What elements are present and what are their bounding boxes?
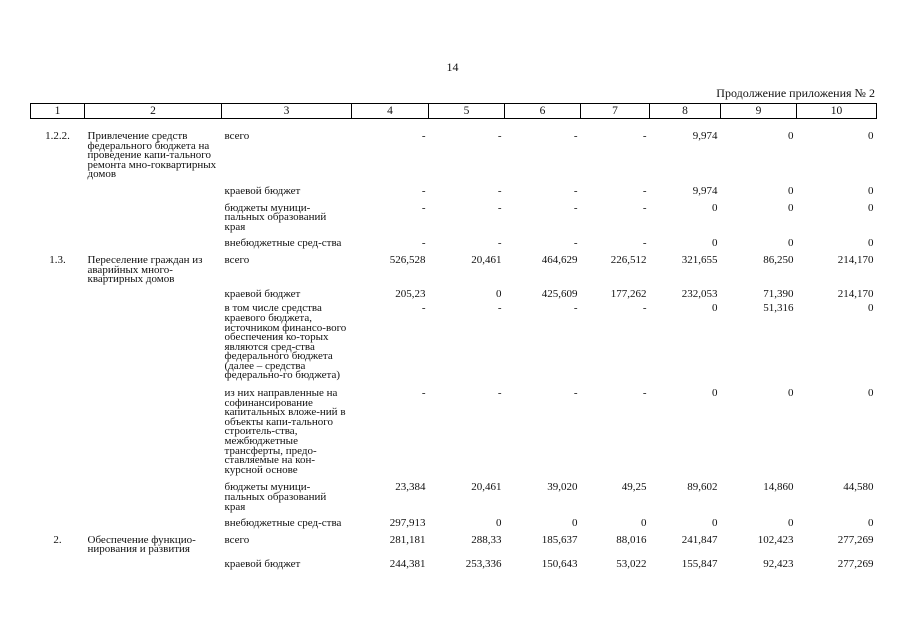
header-cell: 7 xyxy=(581,104,650,119)
table-row xyxy=(31,180,877,197)
row-value-cell: 0 xyxy=(712,201,718,214)
row-value-cell: 0 xyxy=(788,201,794,214)
row-value-cell: - xyxy=(642,387,647,400)
row-name-cell xyxy=(85,475,222,512)
row-value-cell: 20,461 xyxy=(471,481,502,494)
row-value-cell: - xyxy=(497,237,502,250)
row-value-cell: - xyxy=(421,387,426,400)
row-value-cell: - xyxy=(573,387,578,400)
table-row xyxy=(31,381,877,475)
row-value-cell: 205,23 xyxy=(395,287,426,300)
row-name-cell xyxy=(85,512,222,529)
row-code-cell xyxy=(31,285,85,300)
row-code-cell xyxy=(31,197,85,233)
header-row xyxy=(31,104,877,119)
row-name-cell xyxy=(85,299,222,381)
continuation-label: Продолжение приложения № 2 xyxy=(716,86,875,100)
row-value-cell: 0 xyxy=(496,287,502,300)
row-value-cell: 49,25 xyxy=(621,481,647,494)
row-value-cell: - xyxy=(642,130,647,142)
row-value-cell: 44,580 xyxy=(843,481,874,494)
row-value-cell: 53,022 xyxy=(616,557,647,570)
row-value-cell: 244,381 xyxy=(389,557,426,570)
row-value-cell: - xyxy=(642,201,647,214)
header-cell: 4 xyxy=(352,104,429,119)
row-value-cell: 0 xyxy=(868,130,874,142)
row-value-cell: 214,170 xyxy=(837,287,874,300)
row-value-cell: 277,269 xyxy=(837,533,874,546)
row-source-cell: краевой бюджет xyxy=(224,557,301,570)
row-source-cell: краевой бюджет xyxy=(224,287,301,300)
row-value-cell: 89,602 xyxy=(687,481,718,494)
row-value-cell: 177,262 xyxy=(610,287,647,300)
row-name-cell: Обеспечение функцио-нирования и развития xyxy=(87,533,196,556)
row-value-cell: 71,390 xyxy=(763,287,794,300)
row-value-cell: 214,170 xyxy=(837,253,874,266)
table-row xyxy=(31,529,877,555)
row-code-cell xyxy=(31,475,85,512)
row-code-cell xyxy=(31,512,85,529)
row-source-cell: всего xyxy=(224,130,250,142)
row-source-cell: бюджеты муници-пальных образований края xyxy=(224,481,327,513)
row-value-cell: - xyxy=(573,184,578,197)
row-value-cell: - xyxy=(642,184,647,197)
row-value-cell: 297,913 xyxy=(389,517,426,530)
table-row xyxy=(31,197,877,233)
row-value-cell: 288,33 xyxy=(471,533,502,546)
row-value-cell: - xyxy=(497,184,502,197)
row-value-cell: 253,336 xyxy=(465,557,502,570)
row-value-cell: 155,847 xyxy=(681,557,718,570)
row-value-cell: 0 xyxy=(788,517,794,530)
row-value-cell: 88,016 xyxy=(616,533,647,546)
row-value-cell: 92,423 xyxy=(763,557,794,570)
header-cell: 10 xyxy=(797,104,877,119)
row-source-cell: бюджеты муници-пальных образований края xyxy=(224,201,327,233)
row-value-cell: 39,020 xyxy=(547,481,578,494)
table-row xyxy=(31,285,877,300)
header-cell: 9 xyxy=(721,104,797,119)
row-value-cell: 150,643 xyxy=(541,557,578,570)
row-value-cell: - xyxy=(497,302,502,315)
row-value-cell: - xyxy=(421,184,426,197)
table-row xyxy=(31,475,877,512)
row-source-cell: всего xyxy=(224,533,250,546)
row-value-cell: 0 xyxy=(868,387,874,400)
row-value-cell: 0 xyxy=(788,387,794,400)
row-value-cell: 0 xyxy=(712,302,718,315)
header-cell: 8 xyxy=(650,104,721,119)
row-value-cell: 102,423 xyxy=(757,533,794,546)
row-value-cell: 0 xyxy=(868,517,874,530)
row-value-cell: 9,974 xyxy=(692,130,718,142)
header-cell: 5 xyxy=(429,104,505,119)
row-name-cell xyxy=(85,285,222,300)
table-row xyxy=(31,512,877,529)
row-value-cell: - xyxy=(642,237,647,250)
row-value-cell: 23,384 xyxy=(395,481,426,494)
row-source-cell: внебюджетные сред-ства xyxy=(224,237,342,250)
row-name-cell xyxy=(85,555,222,570)
row-source-cell: краевой бюджет xyxy=(224,184,301,197)
row-name-cell xyxy=(85,197,222,233)
header-cell: 6 xyxy=(505,104,581,119)
header-cell: 3 xyxy=(222,104,352,119)
row-value-cell: 321,655 xyxy=(681,253,718,266)
row-value-cell: - xyxy=(642,302,647,315)
row-source-cell: внебюджетные сред-ства xyxy=(224,517,342,530)
table-row xyxy=(31,119,877,180)
row-code-cell: 1.3. xyxy=(49,253,66,266)
row-value-cell: 281,181 xyxy=(389,533,426,546)
row-value-cell: 20,461 xyxy=(471,253,502,266)
header-cell: 1 xyxy=(31,104,85,119)
row-name-cell: Привлечение средств федерального бюджета на проведение капи-тального ремонта мно-гоквартирных домов xyxy=(87,130,217,181)
row-code-cell xyxy=(31,299,85,381)
row-value-cell: 14,860 xyxy=(763,481,794,494)
row-code-cell xyxy=(31,232,85,249)
row-value-cell: 277,269 xyxy=(837,557,874,570)
row-value-cell: 526,528 xyxy=(389,253,426,266)
row-value-cell: 0 xyxy=(868,237,874,250)
row-value-cell: - xyxy=(573,130,578,142)
row-value-cell: 0 xyxy=(572,517,578,530)
row-value-cell: 0 xyxy=(868,302,874,315)
row-value-cell: - xyxy=(497,387,502,400)
row-value-cell: 185,637 xyxy=(541,533,578,546)
row-code-cell xyxy=(31,555,85,570)
row-value-cell: 0 xyxy=(496,517,502,530)
row-value-cell: - xyxy=(421,130,426,142)
page-number: 14 xyxy=(446,60,459,74)
row-value-cell: - xyxy=(421,302,426,315)
table-row xyxy=(31,249,877,285)
table-row xyxy=(31,555,877,570)
row-value-cell: 0 xyxy=(712,387,718,400)
row-value-cell: 241,847 xyxy=(681,533,718,546)
row-name-cell xyxy=(85,381,222,475)
row-value-cell: 0 xyxy=(788,237,794,250)
row-code-cell xyxy=(31,381,85,475)
row-value-cell: - xyxy=(497,201,502,214)
program-table xyxy=(30,103,877,570)
row-code-cell: 1.2.2. xyxy=(45,130,70,142)
row-name-cell: Переселение граждан из аварийных много-квартирных домов xyxy=(87,253,203,286)
row-source-cell: всего xyxy=(224,253,250,266)
table-row xyxy=(31,299,877,381)
row-value-cell: 0 xyxy=(788,130,794,142)
header-cell: 2 xyxy=(85,104,222,119)
row-value-cell: 0 xyxy=(641,517,647,530)
row-value-cell: - xyxy=(573,201,578,214)
row-value-cell: 425,609 xyxy=(541,287,578,300)
row-name-cell xyxy=(85,180,222,197)
row-value-cell: 226,512 xyxy=(610,253,647,266)
row-value-cell: - xyxy=(497,130,502,142)
row-value-cell: 0 xyxy=(712,517,718,530)
row-value-cell: - xyxy=(421,237,426,250)
table-row xyxy=(31,232,877,249)
row-value-cell: 86,250 xyxy=(763,253,794,266)
row-source-cell: в том числе средства краевого бюджета, источником финансо-вого обеспечения ко-торых являются сред-ства федерального бюджета (далее – средства федерально-го бюджета) xyxy=(224,302,347,382)
row-source-cell: из них направленные на софинансирование капитальных вложе-ний в объекты капи-тального строитель-ства, межбюджетные трансферты, предо-ставляемые на кон-курсной основе xyxy=(224,387,346,476)
row-value-cell: - xyxy=(573,302,578,315)
row-value-cell: 9,974 xyxy=(692,184,718,197)
row-value-cell: 0 xyxy=(868,201,874,214)
row-value-cell: 0 xyxy=(868,184,874,197)
row-code-cell xyxy=(31,180,85,197)
row-value-cell: 0 xyxy=(788,184,794,197)
row-value-cell: - xyxy=(573,237,578,250)
row-code-cell: 2. xyxy=(53,533,62,546)
row-value-cell: 51,316 xyxy=(763,302,794,315)
row-name-cell xyxy=(85,232,222,249)
row-value-cell: 464,629 xyxy=(541,253,578,266)
row-value-cell: - xyxy=(421,201,426,214)
row-value-cell: 0 xyxy=(712,237,718,250)
row-value-cell: 232,053 xyxy=(681,287,718,300)
